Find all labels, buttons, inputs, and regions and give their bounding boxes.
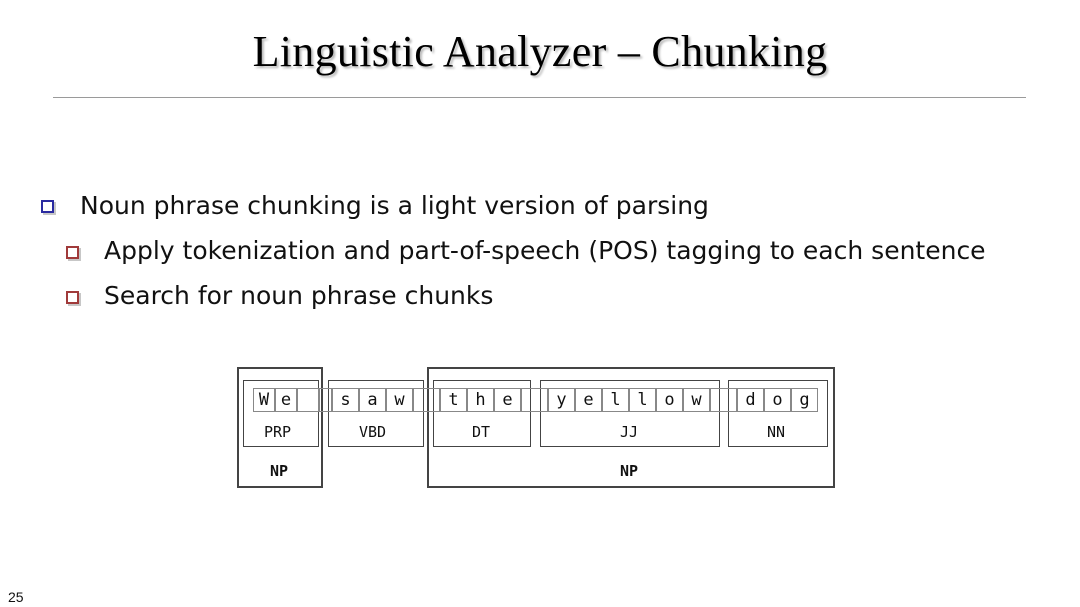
char-cell: g (791, 388, 818, 412)
pos-tag: PRP (264, 423, 292, 441)
char-cell: W (253, 388, 275, 412)
square-bullet-icon (66, 246, 79, 259)
char-cell: d (737, 388, 764, 412)
pos-tag: VBD (359, 423, 387, 441)
char-cell (297, 388, 319, 412)
char-cell: e (494, 388, 521, 412)
square-bullet-icon (41, 200, 54, 213)
char-cell: o (656, 388, 683, 412)
chunk-label: NP (270, 462, 289, 480)
char-cell: l (629, 388, 656, 412)
char-cell: h (467, 388, 494, 412)
char-cell (710, 388, 737, 412)
square-bullet-icon (66, 291, 79, 304)
chunking-diagram (237, 367, 837, 490)
pos-tag: JJ (620, 423, 639, 441)
title-divider (53, 97, 1026, 98)
char-cell: o (764, 388, 791, 412)
char-cell (521, 388, 548, 412)
slide-title: Linguistic Analyzer – Chunking (252, 27, 828, 76)
char-cell: y (548, 388, 575, 412)
char-cell (319, 388, 332, 412)
chunk-label: NP (620, 462, 639, 480)
pos-tag: NN (767, 423, 786, 441)
char-cell: w (683, 388, 710, 412)
bullet-text: Apply tokenization and part-of-speech (POS) tagging to each sentence (104, 236, 986, 265)
bullet-text: Search for noun phrase chunks (104, 281, 494, 310)
char-cell: e (575, 388, 602, 412)
pos-tag: DT (472, 423, 491, 441)
page-number: 25 (8, 589, 24, 605)
char-cell: l (602, 388, 629, 412)
char-cell: w (386, 388, 413, 412)
char-cell: e (275, 388, 297, 412)
char-cell (413, 388, 440, 412)
char-cell: a (359, 388, 386, 412)
bullet-text: Noun phrase chunking is a light version of parsing (80, 191, 709, 220)
char-cell: t (440, 388, 467, 412)
char-cell: s (332, 388, 359, 412)
